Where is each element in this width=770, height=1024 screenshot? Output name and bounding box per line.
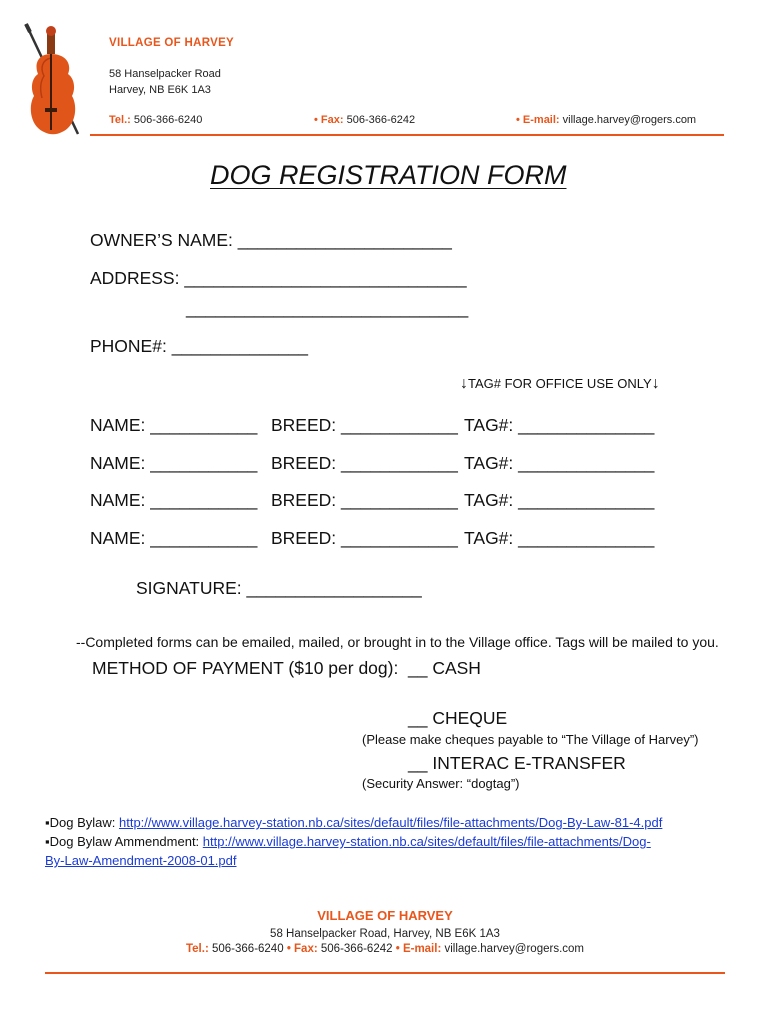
footer-divider <box>45 972 725 974</box>
down-arrow-icon: ↓ <box>651 375 660 392</box>
dog-tag-field[interactable]: TAG#: ______________ <box>464 490 655 510</box>
bylaw-label: ▪Dog Bylaw: <box>45 815 119 830</box>
dog-tag-field[interactable]: TAG#: ______________ <box>464 453 655 473</box>
footer-org-name: VILLAGE OF HARVEY <box>317 908 453 923</box>
amendment-label: ▪Dog Bylaw Ammendment: <box>45 834 203 849</box>
bylaw-link-row <box>45 815 662 830</box>
header-fax <box>314 114 415 126</box>
header-address-line1: 58 Hanselpacker Road <box>109 68 221 80</box>
office-use-label: TAG# FOR OFFICE USE ONLY <box>468 376 652 391</box>
header-fax-label: • Fax: <box>314 114 344 126</box>
submission-note: --Completed forms can be emailed, mailed, or brought in to the Village office. Tags will be mailed to you. <box>76 634 719 650</box>
footer-email-label: • E-mail: <box>395 943 442 955</box>
dog-tag-field[interactable]: TAG#: ______________ <box>464 528 655 548</box>
amendment-link-row-2 <box>45 853 237 868</box>
amendment-link-row <box>45 834 651 849</box>
payment-label: METHOD OF PAYMENT ($10 per dog): <box>92 658 399 678</box>
dog-name-field[interactable]: NAME: ___________ <box>90 528 258 548</box>
footer-fax-label: • Fax: <box>286 943 318 955</box>
payment-option-etransfer[interactable]: __ INTERAC E-TRANSFER <box>408 753 626 773</box>
cheque-note: (Please make cheques payable to “The Village of Harvey”) <box>362 732 699 747</box>
office-use-note <box>460 375 660 393</box>
signature-field[interactable]: SIGNATURE: __________________ <box>136 578 422 598</box>
etransfer-note: (Security Answer: “dogtag”) <box>362 776 520 791</box>
header-address-line2: Harvey, NB E6K 1A3 <box>109 84 211 96</box>
footer-tel-value: 506-366-6240 <box>211 943 284 955</box>
bylaw-link[interactable]: http://www.village.harvey-station.nb.ca/sites/default/files/file-attachments/Dog-By-Law-81-4.pdf <box>118 815 663 830</box>
amendment-link-cont[interactable]: By-Law-Amendment-2008-01.pdf <box>45 853 237 868</box>
footer-contact <box>0 943 770 955</box>
address-field[interactable]: ADDRESS: _____________________________ <box>90 268 467 288</box>
footer-tel-label: Tel.: <box>185 943 209 955</box>
header-tel-value: 506-366-6240 <box>133 114 203 126</box>
phone-field[interactable]: PHONE#: ______________ <box>90 336 308 356</box>
dog-tag-field[interactable]: TAG#: ______________ <box>464 415 655 435</box>
dog-breed-field[interactable]: BREED: ____________ <box>271 490 458 510</box>
address-field-line2[interactable]: _____________________________ <box>186 298 469 318</box>
header-tel-label: Tel.: <box>109 114 131 126</box>
dog-name-field[interactable]: NAME: ___________ <box>90 490 258 510</box>
dog-breed-field[interactable]: BREED: ____________ <box>271 453 458 473</box>
page-title: DOG REGISTRATION FORM <box>210 160 567 190</box>
dog-breed-field[interactable]: BREED: ____________ <box>271 415 458 435</box>
footer-email-value: village.harvey@rogers.com <box>444 943 584 955</box>
header-org-name: VILLAGE OF HARVEY <box>109 37 235 49</box>
amendment-link[interactable]: http://www.village.harvey-station.nb.ca/sites/default/files/file-attachments/Dog- <box>202 834 651 849</box>
footer-fax-value: 506-366-6242 <box>320 943 393 955</box>
owner-name-field[interactable]: OWNER’S NAME: ______________________ <box>90 230 452 250</box>
payment-option-cash[interactable]: __ CASH <box>408 658 481 678</box>
payment-option-cheque[interactable]: __ CHEQUE <box>408 708 508 728</box>
header-divider <box>90 134 724 136</box>
header-email-label: • E-mail: <box>516 114 560 126</box>
dog-name-field[interactable]: NAME: ___________ <box>90 453 258 473</box>
header-email-value: village.harvey@rogers.com <box>562 114 697 126</box>
dog-name-field[interactable]: NAME: ___________ <box>90 415 258 435</box>
header-fax-value: 506-366-6242 <box>346 114 416 126</box>
dog-breed-field[interactable]: BREED: ____________ <box>271 528 458 548</box>
violin-icon <box>20 22 90 140</box>
down-arrow-icon: ↓ <box>460 375 468 392</box>
footer-address: 58 Hanselpacker Road, Harvey, NB E6K 1A3 <box>270 928 500 940</box>
header-tel <box>109 114 202 126</box>
header-email <box>516 114 696 126</box>
